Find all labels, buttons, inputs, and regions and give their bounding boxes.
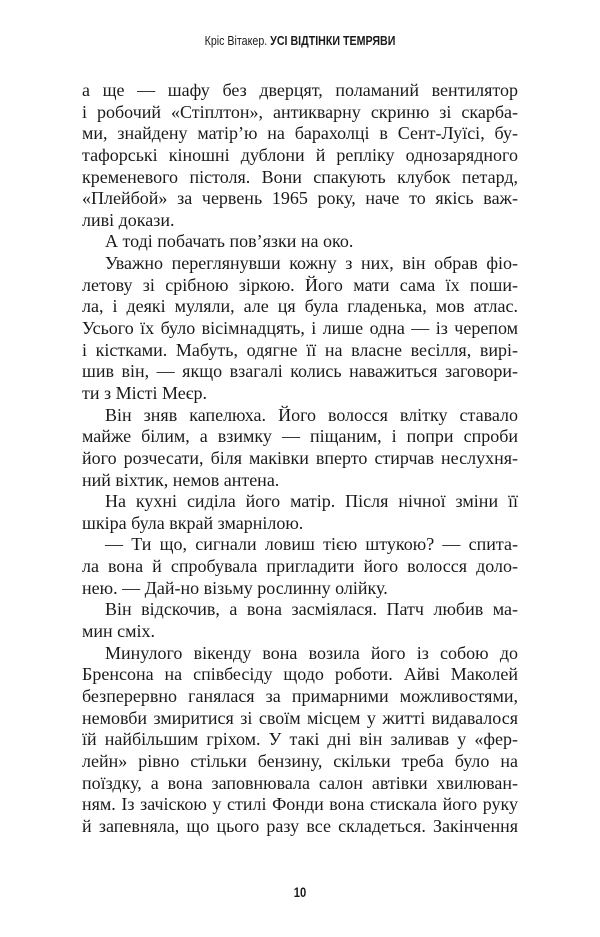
- text-line: Усього їх було вісімнадцять, і лише одна — із черепом: [82, 318, 518, 339]
- text-line: Бренсона на співбесіду щодо роботи. Айві Маколей: [82, 664, 518, 685]
- text-line: ням. Із зачіскою у стилі Фонди вона стискала його руку: [82, 794, 518, 815]
- text-line: шкіра була вкрай змарнілою.: [82, 512, 304, 533]
- paragraph: [82, 231, 518, 253]
- text-line: летову зі срібною зіркою. Його мати сама їх поши-: [82, 274, 518, 295]
- header-author: Кріс Вітакер.: [204, 33, 268, 48]
- text-line: На кухні сиділа його матір. Після нічної зміни її: [105, 491, 518, 512]
- text-line: ми, знайдену матір’ю на барахолці в Сент-Луїсі, бу-: [82, 123, 518, 144]
- text-line: Він відскочив, а вона засміялася. Патч любив ма-: [105, 599, 518, 620]
- text-line: Уважно переглянувши кожну з них, він обрав фіо-: [105, 253, 518, 274]
- paragraph: [82, 405, 518, 492]
- text-line: ла, і деякі муляли, але ця була гладенька, мов атлас.: [82, 296, 518, 317]
- running-header: [54, 33, 546, 48]
- text-line: лейн» рівно стільки бензину, скільки треба було на: [82, 750, 518, 771]
- text-line: безперервно ганялася за примарними можливостями,: [82, 685, 518, 706]
- text-line: поїздку, а вона заповнювала салон автівки хвилюван-: [82, 772, 518, 793]
- text-line: ний віхтик, немов антена.: [82, 469, 280, 490]
- page-body-text: [82, 80, 518, 837]
- text-line: майже білим, а взимку — піщаним, і попри спроби: [82, 426, 518, 447]
- text-line: їй найбільшим гріхом. У такі дні він заливав у «фер-: [82, 729, 518, 750]
- text-line: й запевняла, що цього разу все складеться. Закінчення: [82, 815, 518, 836]
- text-line: — Ти що, сигнали ловиш тією штукою? — спита-: [105, 534, 518, 555]
- paragraph: [82, 643, 518, 838]
- text-line: тафорські кіношні дублони й репліку однозарядного: [82, 144, 518, 165]
- text-line: і робочий «Стіплтон», антикварну скриню зі скарба-: [82, 101, 518, 122]
- text-line: мин сміх.: [82, 621, 156, 642]
- text-line: ла вона й спробувала пригладити його волосся доло-: [82, 556, 518, 577]
- text-line: ливі докази.: [82, 209, 175, 230]
- text-line: нею. — Дай-но візьму рослинну олійку.: [82, 577, 388, 598]
- text-line: Минулого вікенду вона возила його із собою до: [105, 642, 518, 663]
- text-line: А тоді побачать пов’язки на око.: [105, 231, 354, 252]
- text-line: ти з Місті Меєр.: [82, 382, 207, 403]
- paragraph: [82, 599, 518, 642]
- paragraph: [82, 80, 518, 231]
- paragraph: [82, 491, 518, 534]
- paragraph: [82, 253, 518, 404]
- text-line: «Плейбой» за червень 1965 року, наче то якісь важ-: [82, 188, 518, 209]
- text-line: Він зняв капелюха. Його волосся влітку ставало: [105, 404, 518, 425]
- paragraph: [82, 534, 518, 599]
- text-line: немовби змиритися зі своїм місцем у житті видавалося: [82, 707, 518, 728]
- header-book-title: УСІ ВІДТІНКИ ТЕМРЯВИ: [270, 33, 396, 48]
- text-line: і кістками. Мабуть, одягне її на власне весілля, вирі-: [82, 339, 518, 360]
- text-line: шив він, — якщо взагалі колись наважиться заговори-: [82, 361, 518, 382]
- text-line: а ще — шафу без дверцят, поламаний вентилятор: [82, 80, 518, 100]
- text-line: його розчесати, біля маківки вперто стирчав неслухня-: [82, 447, 518, 468]
- text-line: кременевого пістоля. Вони спакують клубок петард,: [82, 166, 518, 187]
- page-number: 10: [293, 884, 307, 900]
